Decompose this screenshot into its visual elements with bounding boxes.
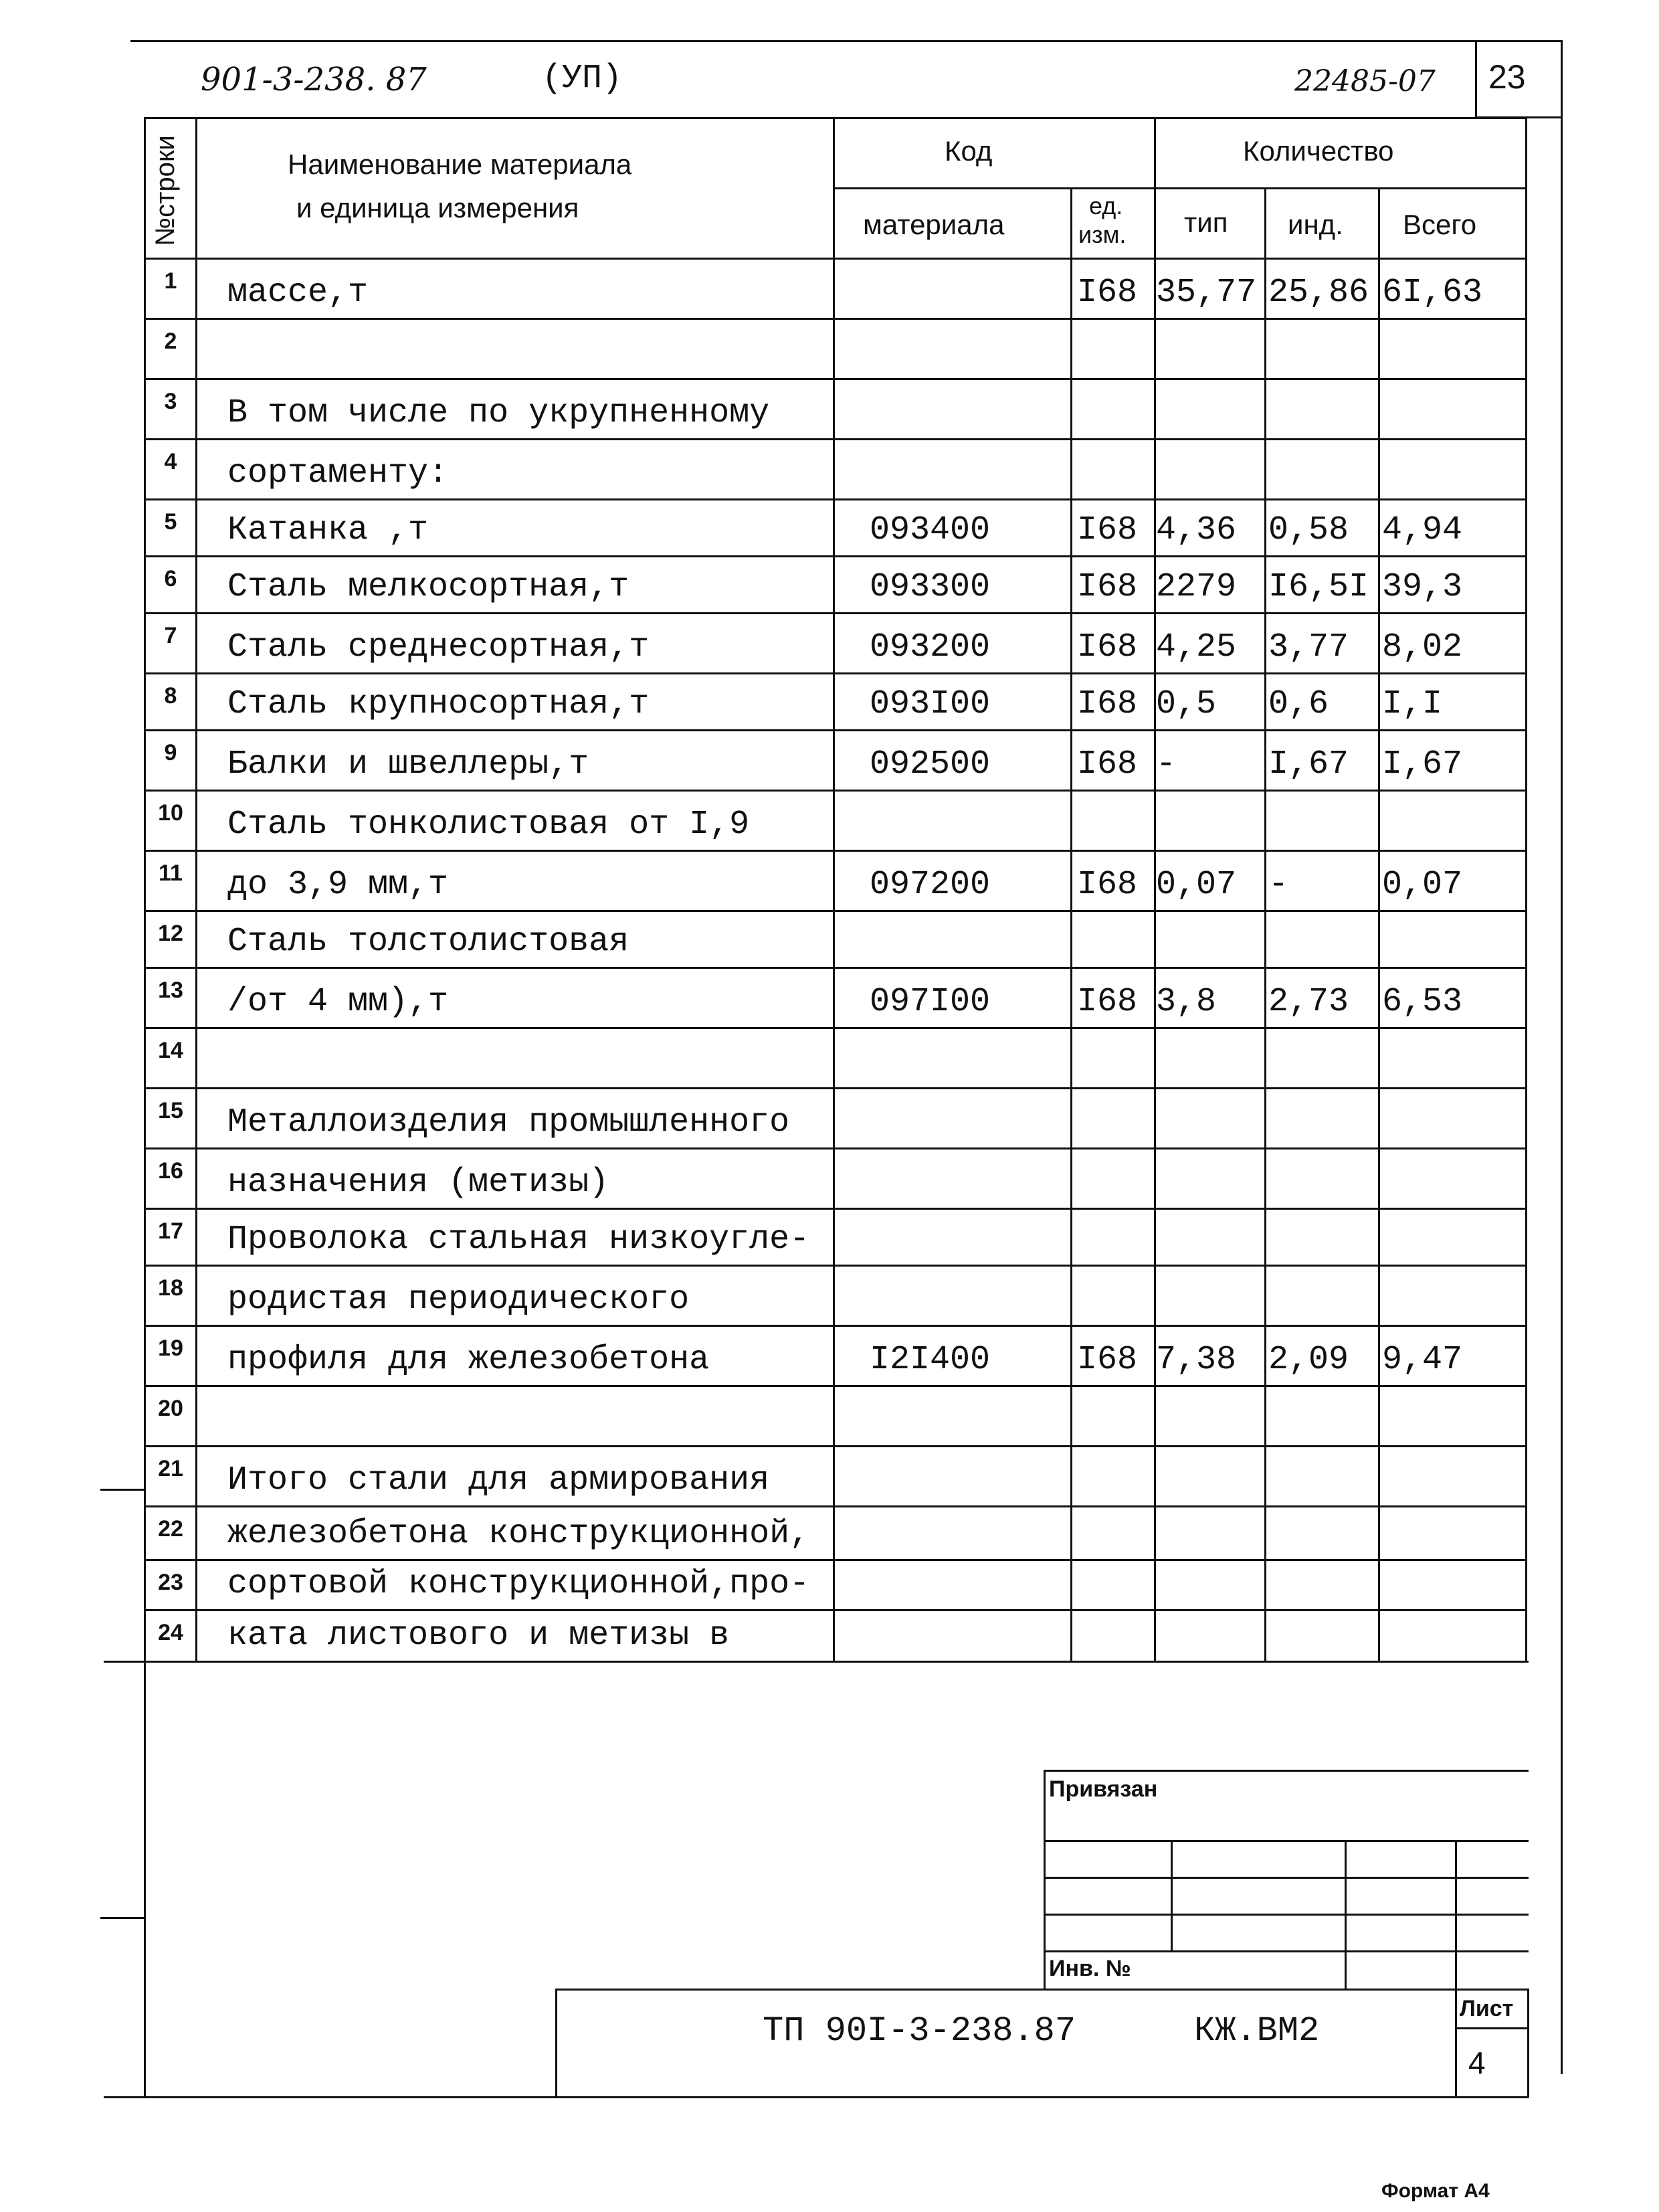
col-header-name-line2: и единица измерения [296, 192, 579, 223]
cell-total: 9,47 [1382, 1341, 1463, 1379]
cell-ind: 3,77 [1268, 628, 1349, 666]
col-header-typ: тип [1184, 207, 1228, 238]
cell-name: Сталь среднесортная,т [227, 628, 650, 666]
cell-ind: 0,6 [1268, 685, 1329, 723]
col-header-rownum: №строки [151, 135, 180, 246]
cell-code: 093300 [870, 568, 991, 606]
cell-ind: I6,5I [1268, 568, 1369, 606]
cell-code: 093400 [870, 511, 991, 549]
row-divider [144, 910, 1527, 912]
cell-name: /от 4 мм),т [227, 983, 449, 1021]
cell-total: I,67 [1382, 745, 1463, 784]
row-divider [144, 378, 1527, 380]
row-number: 12 [158, 921, 183, 946]
cell-name: Сталь тонколистовая от I,9 [227, 806, 750, 844]
cell-unit: I68 [1077, 568, 1138, 606]
page-bottom-border [104, 2096, 1529, 2098]
stamp-col-1 [1171, 1840, 1173, 1950]
row-divider [144, 318, 1527, 320]
row-divider [144, 729, 1527, 731]
cell-ind: - [1268, 866, 1289, 904]
row-number: 6 [164, 566, 177, 591]
cell-typ: 4,25 [1156, 628, 1237, 666]
title-block-left [555, 1989, 557, 2098]
row-number: 2 [164, 329, 177, 354]
row-number: 23 [158, 1570, 183, 1595]
title-block-top [555, 1989, 1529, 1991]
cell-code: 097I00 [870, 983, 991, 1021]
cell-typ: 0,07 [1156, 866, 1237, 904]
row-number: 24 [158, 1620, 183, 1645]
cell-name: назначения (метизы) [227, 1164, 609, 1202]
cell-code: I2I400 [870, 1341, 991, 1379]
cell-name: ката листового и метизы в [227, 1617, 730, 1655]
row-number: 14 [158, 1038, 183, 1063]
cell-code: 093200 [870, 628, 991, 666]
row-number: 22 [158, 1516, 183, 1542]
stamp-privyazan: Привязан [1049, 1776, 1158, 1802]
stamp-top-border [1044, 1770, 1529, 1772]
stamp-inv-no: Инв. № [1049, 1956, 1131, 1981]
row-number: 17 [158, 1218, 183, 1244]
cell-name: до 3,9 мм,т [227, 866, 449, 904]
col-header-ind: инд. [1288, 209, 1343, 240]
cell-unit: I68 [1077, 274, 1138, 312]
cell-name: сортовой конструкционной,про- [227, 1565, 810, 1603]
row-divider [144, 555, 1527, 557]
row-number: 19 [158, 1335, 183, 1361]
cell-unit: I68 [1077, 685, 1138, 723]
cell-code: 097200 [870, 866, 991, 904]
row-divider [144, 1445, 1527, 1447]
cell-total: 4,94 [1382, 511, 1463, 549]
row-divider [144, 1609, 1527, 1611]
row-divider [144, 1087, 1527, 1089]
stamp-col-3 [1455, 1840, 1457, 1991]
row-divider [144, 1208, 1527, 1210]
cell-total: 6I,63 [1382, 274, 1483, 312]
cell-typ: 4,36 [1156, 511, 1237, 549]
row-divider [144, 612, 1527, 614]
cell-name: Балки и швеллеры,т [227, 745, 589, 784]
cell-ind: 2,73 [1268, 983, 1349, 1021]
title-block-right [1527, 1989, 1529, 2098]
cell-total: 0,07 [1382, 866, 1463, 904]
row-divider [144, 1385, 1527, 1387]
row-number: 15 [158, 1098, 183, 1123]
page-number: 23 [1488, 58, 1526, 96]
cell-name: Итого стали для армирования [227, 1461, 770, 1499]
row-number: 9 [164, 740, 177, 765]
row-number: 21 [158, 1456, 183, 1481]
sheet-box-left [1455, 1989, 1457, 2098]
margin-tick-upper [100, 1489, 146, 1491]
sheet-label: Лист [1460, 1996, 1514, 2021]
row-divider [144, 498, 1527, 500]
col-header-code-material: материала [863, 209, 1005, 240]
row-number: 3 [164, 389, 177, 414]
margin-tick-lower [100, 1917, 146, 1919]
row-number: 1 [164, 268, 177, 294]
title-code: ТП 90I-3-238.87 [763, 2011, 1076, 2051]
row-divider [144, 1027, 1527, 1029]
col-header-total: Всего [1403, 209, 1477, 240]
row-number: 5 [164, 509, 177, 535]
row-number: 4 [164, 449, 177, 474]
row-divider [144, 850, 1527, 852]
cell-name: Сталь толстолистовая [227, 923, 629, 961]
cell-unit: I68 [1077, 983, 1138, 1021]
cell-typ: 7,38 [1156, 1341, 1237, 1379]
format-label: Формат А4 [1381, 2180, 1490, 2202]
cell-name: В том числе по укрупненному [227, 394, 770, 432]
cell-typ: 35,77 [1156, 274, 1257, 312]
stamp-left-border [1044, 1770, 1046, 1991]
stamp-col-2 [1345, 1840, 1347, 1991]
row-divider [144, 672, 1527, 674]
row-divider [144, 1265, 1527, 1267]
row-number: 7 [164, 623, 177, 648]
row-divider [144, 790, 1527, 792]
col-header-code: Код [945, 135, 993, 167]
cell-name: массе,т [227, 274, 369, 312]
col-header-name-line1: Наименование материала [288, 149, 632, 180]
col-header-unit-line2: изм. [1078, 221, 1127, 248]
row-number: 16 [158, 1158, 183, 1184]
cell-typ: - [1156, 745, 1177, 784]
row-divider [144, 438, 1527, 440]
cell-ind: 25,86 [1268, 274, 1369, 312]
cell-total: 39,3 [1382, 568, 1463, 606]
row-divider [144, 1505, 1527, 1507]
cell-name: профиля для железобетона [227, 1341, 710, 1379]
row-number: 8 [164, 683, 177, 709]
cell-unit: I68 [1077, 1341, 1138, 1379]
row-divider [144, 967, 1527, 969]
cell-unit: I68 [1077, 511, 1138, 549]
cell-typ: 3,8 [1156, 983, 1217, 1021]
row-number: 18 [158, 1275, 183, 1301]
cell-unit: I68 [1077, 628, 1138, 666]
row-divider [144, 1147, 1527, 1149]
cell-typ: 0,5 [1156, 685, 1217, 723]
col-header-quantity: Количество [1243, 135, 1394, 167]
title-mark: КЖ.ВМ2 [1194, 2011, 1320, 2051]
cell-name: Металлоизделия промышленного [227, 1103, 790, 1141]
cell-name: Катанка ,т [227, 511, 429, 549]
doc-code: 901-3-238. 87 [201, 61, 427, 98]
row-number: 10 [158, 800, 183, 826]
row-number: 11 [159, 860, 183, 886]
cell-ind: I,67 [1268, 745, 1349, 784]
inv-code: 22485-07 [1294, 64, 1436, 98]
cell-name: сортаменту: [227, 454, 449, 492]
cell-total: 6,53 [1382, 983, 1463, 1021]
cell-name: Проволока стальная низкоугле- [227, 1220, 810, 1259]
doc-mark: (УП) [542, 60, 623, 98]
cell-ind: 0,58 [1268, 511, 1349, 549]
row-divider [144, 1559, 1527, 1561]
cell-total: 8,02 [1382, 628, 1463, 666]
row-divider [144, 1661, 1527, 1663]
sheet-number: 4 [1468, 2045, 1486, 2080]
cell-name: родистая периодического [227, 1281, 690, 1319]
row-number: 13 [158, 978, 183, 1003]
cell-ind: 2,09 [1268, 1341, 1349, 1379]
cell-typ: 2279 [1156, 568, 1237, 606]
sheet-box-divider [1455, 2027, 1529, 2029]
cell-name: Сталь мелкосортная,т [227, 568, 629, 606]
row-number: 20 [158, 1396, 183, 1421]
col-header-unit-line1: ед. [1089, 192, 1123, 219]
cell-code: 093I00 [870, 685, 991, 723]
cell-unit: I68 [1077, 745, 1138, 784]
cell-code: 092500 [870, 745, 991, 784]
cell-name: железобетона конструкционной, [227, 1515, 810, 1553]
cell-unit: I68 [1077, 866, 1138, 904]
row-divider [144, 1325, 1527, 1327]
cell-name: Сталь крупносортная,т [227, 685, 650, 723]
cell-total: I,I [1382, 685, 1443, 723]
